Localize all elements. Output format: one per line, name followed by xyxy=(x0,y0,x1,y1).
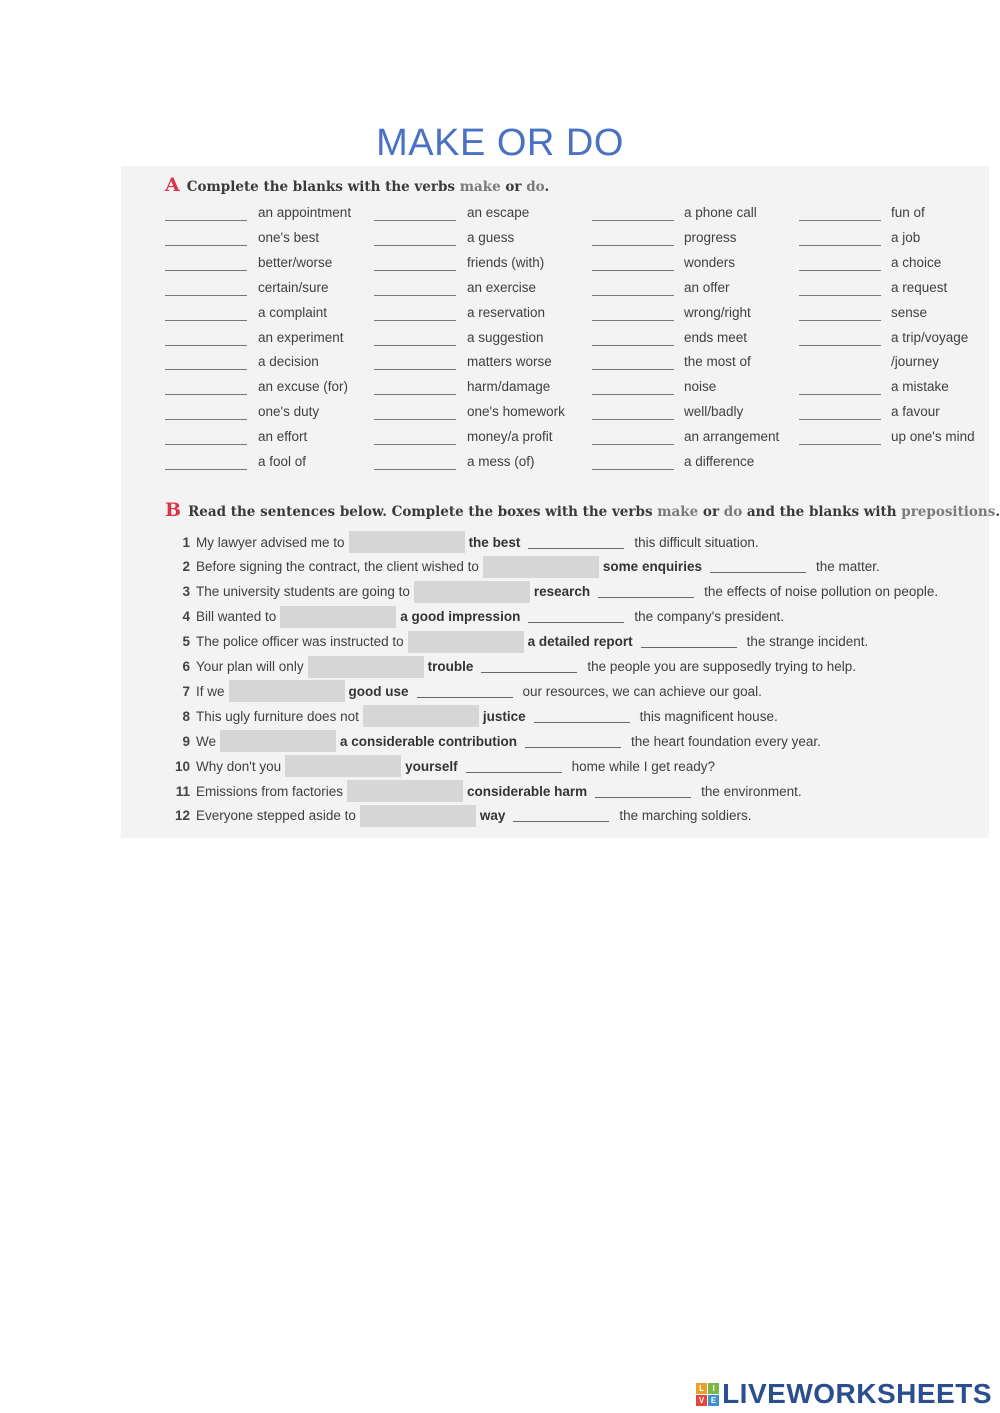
answer-blank[interactable] xyxy=(799,394,881,395)
collocation-phrase: justice xyxy=(482,708,526,724)
answer-blank[interactable] xyxy=(592,369,674,370)
answer-blank[interactable] xyxy=(592,245,674,246)
preposition-blank[interactable] xyxy=(598,585,694,598)
phrase-label: an appointment xyxy=(258,205,352,220)
phrase-label: wonders xyxy=(684,254,736,270)
answer-blank[interactable] xyxy=(374,469,456,470)
sentence-number: 8 xyxy=(182,708,190,724)
preposition-blank[interactable] xyxy=(528,536,624,549)
logo-text: LIVEWORKSHEETS xyxy=(722,1378,992,1409)
answer-blank[interactable] xyxy=(592,270,674,271)
logo-mark-i: I xyxy=(708,1383,719,1394)
preposition-blank[interactable] xyxy=(534,710,630,723)
sentence-number: 11 xyxy=(175,783,190,799)
preposition-blank[interactable] xyxy=(466,760,562,773)
phrase-label: a reservation xyxy=(467,304,546,320)
sentence-row xyxy=(172,754,715,778)
sentence-start: The university students are going to xyxy=(196,584,410,600)
preposition-blank[interactable] xyxy=(513,809,609,822)
sentence-end: the heart foundation every year. xyxy=(631,733,821,749)
answer-blank[interactable] xyxy=(374,419,456,420)
phrase-label: /journey xyxy=(891,354,940,370)
phrase-label: well/badly xyxy=(684,404,744,420)
logo-mark-icon xyxy=(696,1383,719,1406)
phrase-label: money/a profit xyxy=(467,429,553,445)
sentence-end: this magnificent house. xyxy=(639,708,778,724)
phrase-label: a suggestion xyxy=(467,329,544,345)
phrase-label: noise xyxy=(684,379,717,395)
answer-blank[interactable] xyxy=(165,345,247,346)
answer-blank[interactable] xyxy=(799,245,881,246)
sentence-end: the matter. xyxy=(815,559,880,575)
preposition-blank[interactable] xyxy=(710,560,806,573)
phrase-label: up one's mind xyxy=(891,429,975,445)
answer-blank[interactable] xyxy=(592,320,674,321)
sentence-end: our resources, we can achieve our goal. xyxy=(522,683,762,699)
sentence-row xyxy=(172,655,856,679)
logo-mark-l: L xyxy=(696,1383,707,1394)
answer-blank[interactable] xyxy=(374,295,456,296)
collocation-phrase: research xyxy=(533,584,591,600)
phrase-label: a decision xyxy=(258,354,319,370)
phrase-label: a mistake xyxy=(891,379,949,395)
phrase-label: a fool of xyxy=(258,454,307,469)
sentence-row xyxy=(172,530,759,554)
answer-blank[interactable] xyxy=(374,245,456,246)
phrase-label: ends meet xyxy=(684,329,748,345)
sentence-number: 3 xyxy=(182,584,190,600)
keyword-make: make xyxy=(657,504,699,520)
verb-answer-box[interactable] xyxy=(408,631,524,653)
phrase-label: a favour xyxy=(891,404,940,420)
sentence-number: 9 xyxy=(182,733,190,749)
phrase-label: better/worse xyxy=(258,254,333,270)
phrase-label: fun of xyxy=(891,205,925,220)
collocation-phrase: considerable harm xyxy=(467,783,588,799)
section-a-letter: A xyxy=(165,174,180,196)
sentence-end: the environment. xyxy=(701,783,802,799)
verb-answer-box[interactable] xyxy=(220,730,336,752)
section-a-heading xyxy=(165,174,549,196)
phrase-label: friends (with) xyxy=(467,254,545,270)
keyword-prepositions: prepositions xyxy=(901,504,996,520)
verb-answer-box[interactable] xyxy=(483,556,599,578)
verb-answer-box[interactable] xyxy=(414,581,530,603)
logo-mark-e: E xyxy=(708,1395,719,1406)
verb-answer-box[interactable] xyxy=(349,531,465,553)
answer-blank[interactable] xyxy=(165,320,247,321)
preposition-blank[interactable] xyxy=(525,735,621,748)
sentence-end: the marching soldiers. xyxy=(619,808,752,824)
section-a-instruction: Complete the blanks with the verbs xyxy=(186,179,460,195)
sentence-row xyxy=(172,704,778,728)
sentence-row xyxy=(172,804,751,828)
answer-blank[interactable] xyxy=(374,320,456,321)
exercise-sheet xyxy=(121,166,1000,838)
sentence-number: 5 xyxy=(182,634,190,650)
sentence-number: 4 xyxy=(182,609,190,625)
answer-blank[interactable] xyxy=(799,444,881,445)
sentence-end: the company's president. xyxy=(634,609,784,625)
sentence-start: My lawyer advised me to xyxy=(196,534,345,550)
sentence-start: We xyxy=(196,733,217,749)
answer-blank[interactable] xyxy=(165,369,247,370)
phrase-label: sense xyxy=(891,304,928,320)
answer-blank[interactable] xyxy=(165,444,247,445)
sentence-number: 2 xyxy=(182,559,190,575)
answer-blank[interactable] xyxy=(592,419,674,420)
collocation-phrase: some enquiries xyxy=(602,559,702,575)
answer-blank[interactable] xyxy=(374,345,456,346)
sentence-row xyxy=(172,580,938,604)
answer-blank[interactable] xyxy=(592,469,674,470)
answer-blank[interactable] xyxy=(592,295,674,296)
collocation-phrase: a detailed report xyxy=(527,634,633,650)
phrase-label: one's best xyxy=(258,229,320,245)
keyword-do: do xyxy=(526,179,545,195)
phrase-label: a job xyxy=(891,229,921,245)
verb-answer-box[interactable] xyxy=(308,656,424,678)
sentence-number: 7 xyxy=(182,683,190,699)
phrase-label: an excuse (for) xyxy=(258,379,349,395)
section-b-period: . xyxy=(995,504,1000,520)
section-b-instruction: Read the sentences below. Complete the boxes with the verbs xyxy=(188,504,658,520)
phrase-label: an escape xyxy=(467,205,530,220)
sentence-end: this difficult situation. xyxy=(634,534,759,550)
answer-blank[interactable] xyxy=(799,419,881,420)
section-a-or: or xyxy=(500,179,527,195)
sentence-start: Emissions from factories xyxy=(196,783,344,799)
sentence-row xyxy=(172,779,802,803)
phrase-label: wrong/right xyxy=(684,304,751,320)
phrase-label: certain/sure xyxy=(258,279,329,295)
phrase-label: an arrangement xyxy=(684,429,780,445)
answer-blank[interactable] xyxy=(165,245,247,246)
answer-blank[interactable] xyxy=(374,369,456,370)
sentence-row xyxy=(172,679,762,703)
answer-blank[interactable] xyxy=(374,444,456,445)
section-b-and: and the blanks with xyxy=(742,504,902,520)
phrase-label: a mess (of) xyxy=(467,454,535,469)
phrase-label: a phone call xyxy=(684,205,757,220)
answer-blank[interactable] xyxy=(374,220,456,221)
liveworksheets-logo xyxy=(696,1378,992,1410)
preposition-blank[interactable] xyxy=(641,635,737,648)
phrase-label: a guess xyxy=(467,229,515,245)
verb-answer-box[interactable] xyxy=(347,780,463,802)
phrase-label: matters worse xyxy=(467,354,552,370)
answer-blank[interactable] xyxy=(165,220,247,221)
sentence-start: Your plan will only xyxy=(196,659,304,674)
phrase-label: a request xyxy=(891,279,948,295)
phrase-label: one's homework xyxy=(467,404,565,420)
sentence-row xyxy=(172,605,784,629)
section-b-letter: B xyxy=(165,499,182,521)
phrase-label: an offer xyxy=(684,279,730,295)
answer-blank[interactable] xyxy=(165,394,247,395)
logo-mark-v: V xyxy=(696,1395,707,1406)
answer-blank[interactable] xyxy=(592,444,674,445)
sentence-start: This ugly furniture does not xyxy=(196,708,359,724)
phrase-label: harm/damage xyxy=(467,379,551,395)
sentence-number: 12 xyxy=(174,808,190,824)
sentence-start: Before signing the contract, the client wished to xyxy=(196,559,479,575)
verb-answer-box[interactable] xyxy=(363,705,479,727)
answer-blank[interactable] xyxy=(165,419,247,420)
collocation-phrase: a good impression xyxy=(400,609,521,625)
phrase-label: a difference xyxy=(684,454,755,469)
sentence-end: the strange incident. xyxy=(746,634,869,650)
preposition-blank[interactable] xyxy=(481,660,577,673)
answer-blank[interactable] xyxy=(799,220,881,221)
verb-answer-box[interactable] xyxy=(285,755,401,777)
sentence-start: Bill wanted to xyxy=(196,609,277,625)
collocation-phrase: a considerable contribution xyxy=(340,733,518,749)
sentence-number: 6 xyxy=(182,659,190,674)
answer-blank[interactable] xyxy=(592,345,674,346)
sentence-start: Everyone stepped aside to xyxy=(196,808,356,824)
sentence-start: The police officer was instructed to xyxy=(196,634,404,650)
phrase-label: an exercise xyxy=(467,279,537,295)
verb-answer-box[interactable] xyxy=(229,680,345,702)
sentence-row xyxy=(172,630,868,654)
section-a-period: . xyxy=(544,179,550,195)
phrase-label: a complaint xyxy=(258,304,328,320)
collocation-phrase: trouble xyxy=(427,659,474,674)
answer-blank[interactable] xyxy=(165,270,247,271)
phrase-label: the most of xyxy=(684,354,751,370)
keyword-do: do xyxy=(723,504,743,520)
sentence-start: If we xyxy=(196,683,225,699)
verb-answer-box[interactable] xyxy=(280,606,396,628)
sentence-number: 10 xyxy=(174,758,190,774)
phrase-label: a choice xyxy=(891,254,942,270)
answer-blank[interactable] xyxy=(165,295,247,296)
preposition-blank[interactable] xyxy=(417,685,513,698)
answer-blank[interactable] xyxy=(799,270,881,271)
sentence-end: the effects of noise pollution on people. xyxy=(704,584,939,600)
section-b-heading xyxy=(165,499,1000,521)
worksheet-title: MAKE OR DO xyxy=(376,122,624,164)
collocation-phrase: the best xyxy=(468,534,521,550)
sentence-start: Why don't you xyxy=(196,758,282,774)
sentence-number: 1 xyxy=(182,534,190,550)
sentence-row xyxy=(172,729,821,753)
answer-blank[interactable] xyxy=(592,394,674,395)
phrase-label: one's duty xyxy=(258,404,320,420)
keyword-make: make xyxy=(459,179,501,195)
sentence-end: home while I get ready? xyxy=(571,758,715,774)
phrase-label: a trip/voyage xyxy=(891,329,969,345)
answer-blank[interactable] xyxy=(799,345,881,346)
preposition-blank[interactable] xyxy=(595,785,691,798)
collocation-phrase: yourself xyxy=(405,758,458,774)
phrase-label: an experiment xyxy=(258,329,344,345)
answer-blank[interactable] xyxy=(374,270,456,271)
answer-blank[interactable] xyxy=(799,320,881,321)
collocation-phrase: way xyxy=(479,808,506,824)
answer-blank[interactable] xyxy=(374,394,456,395)
phrase-label: an effort xyxy=(258,429,308,445)
sentence-end: the people you are supposedly trying to help. xyxy=(587,659,857,674)
phrase-label: progress xyxy=(684,229,737,245)
collocation-phrase: good use xyxy=(348,683,409,699)
sentence-row xyxy=(172,555,880,579)
preposition-blank[interactable] xyxy=(528,610,624,623)
section-b-or: or xyxy=(698,504,724,520)
answer-blank[interactable] xyxy=(165,469,247,470)
verb-answer-box[interactable] xyxy=(360,805,476,827)
answer-blank[interactable] xyxy=(799,295,881,296)
answer-blank[interactable] xyxy=(592,220,674,221)
